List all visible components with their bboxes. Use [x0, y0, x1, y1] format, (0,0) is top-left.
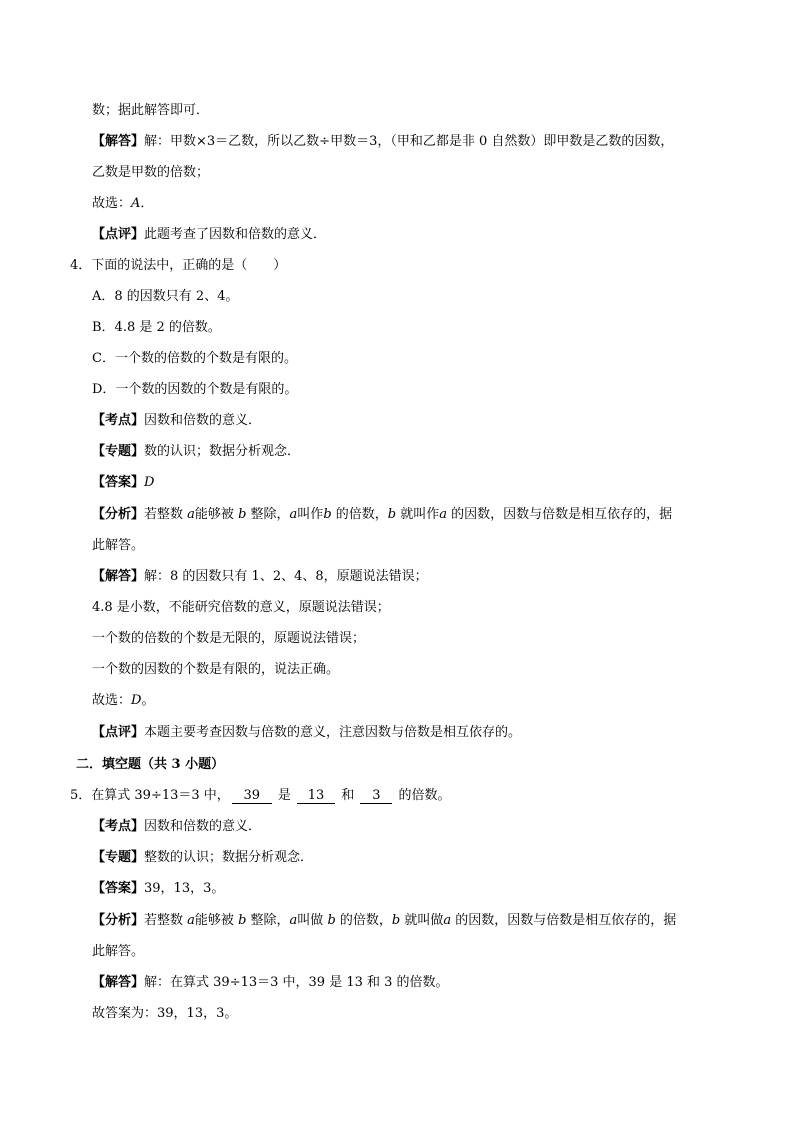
answer-tag: 【解答】 [92, 569, 145, 584]
comment-line: 【点评】本题主要考查因数与倍数的意义，注意因数与倍数是相互依存的。 [92, 725, 522, 740]
answer-blank: 3 [360, 788, 392, 804]
answer-line: 【解答】解：在算式 39÷13＝3 中，39 是 13 和 3 的倍数。 [92, 975, 449, 990]
option-c: C．一个数的倍数的个数是有限的。 [92, 351, 297, 366]
subject-line: 【专题】数的认识；数据分析观念． [92, 444, 301, 459]
answer-blank: 13 [297, 788, 335, 804]
question-5-stem: 5．在算式 39÷13＝3 中， 39 是 13 和 3 的倍数。 [70, 788, 451, 803]
topic-line: 【考点】因数和倍数的意义． [92, 413, 262, 428]
subject-line: 【专题】整数的认识；数据分析观念． [92, 850, 314, 865]
analysis-line: 【分析】若整数 a能够被 b 整除，a叫做 b 的倍数，b 就叫做a 的因数，因数与倍数是相互依存的，据 [92, 913, 677, 928]
subject-tag: 【专题】 [92, 850, 145, 865]
text-line: 乙数是甲数的倍数； [92, 165, 210, 180]
analysis-line: 【分析】若整数 a能够被 b 整除，a叫作b 的倍数，b 就叫作a 的因数，因数与倍数是相互依存的，据 [92, 507, 673, 522]
option-d: D．一个数的因数的个数是有限的。 [92, 382, 298, 397]
subject-tag: 【专题】 [92, 444, 145, 459]
answer-line: 【解答】解：甲数×3＝乙数，所以乙数÷甲数＝3，（甲和乙都是非 0 自然数）即甲数是乙数的因数， [92, 134, 674, 149]
topic-tag: 【考点】 [92, 819, 145, 834]
answer-line: 【解答】解：8 的因数只有 1、2、4、8，原题说法错误； [92, 569, 428, 584]
answer-blank: 39 [232, 788, 272, 804]
choice-line: 故选：D。 [92, 693, 155, 708]
text-line: 一个数的因数的个数是有限的，说法正确。 [92, 662, 340, 677]
section-heading: 二．填空题（共 3 小题） [76, 757, 225, 772]
text-line: 一个数的倍数的个数是无限的，原题说法错误； [92, 631, 366, 646]
option-b: B．4.8 是 2 的倍数。 [92, 320, 221, 335]
key-line: 【答案】39，13，3。 [92, 881, 225, 896]
option-a: A．8 的因数只有 2、4。 [92, 289, 239, 304]
answer-tag: 【解答】 [92, 975, 145, 990]
text-line: 数；据此解答即可． [92, 103, 210, 118]
topic-tag: 【考点】 [92, 413, 145, 428]
choice-line: 故选：A． [92, 196, 154, 211]
answer-tag: 【解答】 [92, 134, 145, 149]
key-line: 【答案】D [92, 475, 155, 490]
text-line: 故答案为：39，13，3。 [92, 1006, 238, 1021]
question-4-stem: 4．下面的说法中，正确的是（ ） [70, 258, 287, 273]
analysis-tag: 【分析】 [92, 913, 145, 928]
comment-tag: 【点评】 [92, 725, 145, 740]
key-tag: 【答案】 [92, 881, 145, 896]
analysis-tag: 【分析】 [92, 507, 145, 522]
topic-line: 【考点】因数和倍数的意义． [92, 819, 262, 834]
text-line: 此解答。 [92, 944, 145, 959]
key-tag: 【答案】 [92, 475, 145, 490]
comment-line: 【点评】此题考查了因数和倍数的意义． [92, 227, 327, 242]
text-line: 此解答。 [92, 538, 145, 553]
text-line: 4.8 是小数，不能研究倍数的意义，原题说法错误； [92, 600, 390, 615]
comment-tag: 【点评】 [92, 227, 145, 242]
